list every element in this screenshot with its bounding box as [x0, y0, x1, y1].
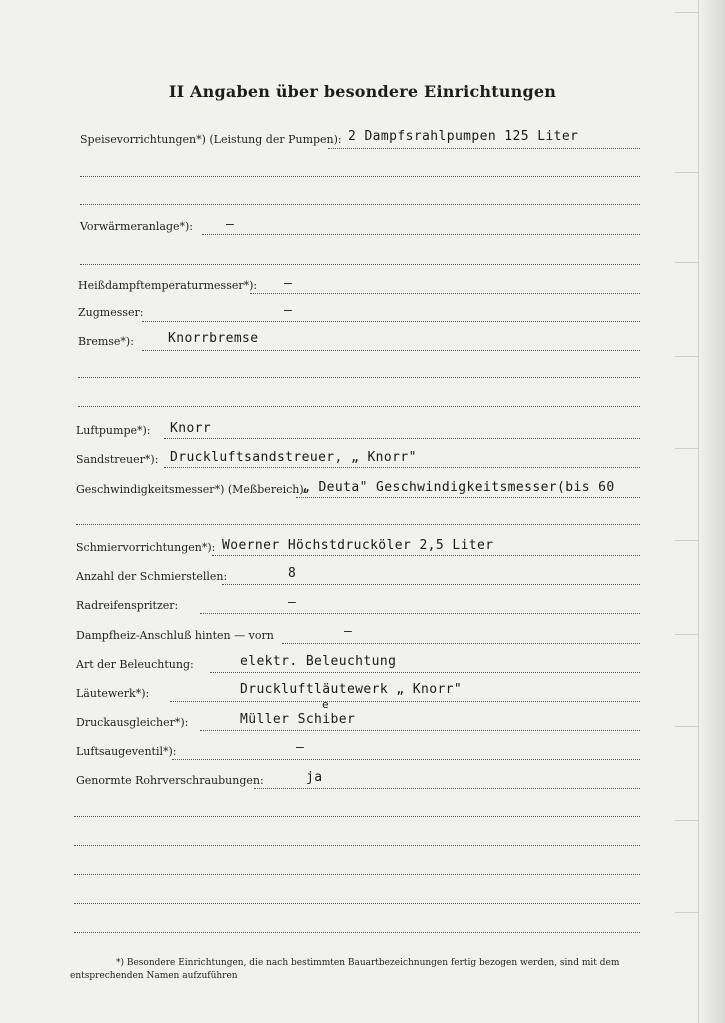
- luftpumpe-value: Knorr: [170, 421, 212, 436]
- luftsaugeventil-label: Luftsaugeventil*):: [76, 745, 177, 758]
- dotted-line: [142, 350, 640, 351]
- correction-mark: e: [322, 698, 330, 711]
- bremse-label: Bremse*):: [78, 335, 134, 348]
- sandstreuer-value: Druckluftsandstreuer, „ Knorr": [170, 450, 417, 465]
- edge-mark: [675, 172, 699, 173]
- anzahl-value: 8: [288, 566, 297, 581]
- bremse-value: Knorrbremse: [168, 331, 259, 346]
- dotted-line: [80, 176, 640, 177]
- geschwindigkeit-value: „ Deuta" Geschwindigkeitsmesser(bis 60: [302, 480, 615, 495]
- dotted-line: [80, 264, 640, 265]
- heissdampf-label: Heißdampftemperaturmesser*):: [78, 279, 258, 292]
- dotted-line: [74, 874, 640, 875]
- rohr-label: Genormte Rohrverschraubungen:: [76, 774, 264, 787]
- druckausgleicher-value: Müller Schiber: [240, 712, 356, 727]
- dotted-line: [210, 672, 640, 673]
- dampfheiz-label: Dampfheiz-Anschluß hinten — vorn: [76, 629, 274, 642]
- dotted-line: [222, 584, 640, 585]
- footnote-line-1: *) Besondere Einrichtungen, die nach bestimmten Bauartbezeichnungen fertig bezogen werden, sind mit dem: [116, 958, 620, 968]
- schmier-value: Woerner Höchstdrucköler 2,5 Liter: [222, 538, 494, 553]
- edge-mark: [675, 820, 699, 821]
- dampfheiz-value: –: [344, 624, 353, 639]
- page-title: II Angaben über besondere Einrichtungen: [168, 82, 557, 101]
- edge-mark: [675, 448, 699, 449]
- dotted-line: [170, 701, 640, 702]
- zugmesser-value: –: [284, 303, 293, 318]
- dotted-line: [250, 293, 640, 294]
- dotted-line: [76, 524, 640, 525]
- edge-mark: [675, 262, 699, 263]
- edge-mark: [675, 356, 699, 357]
- druckausgleicher-label: Druckausgleicher*):: [76, 716, 189, 729]
- sandstreuer-label: Sandstreuer*):: [76, 453, 159, 466]
- laeutewerk-value: Druckluftläutewerk „ Knorr": [240, 682, 463, 697]
- dotted-line: [74, 932, 640, 933]
- dotted-line: [142, 321, 640, 322]
- heissdampf-value: –: [284, 276, 293, 291]
- radreifen-label: Radreifenspritzer:: [76, 599, 179, 612]
- dotted-line: [172, 759, 640, 760]
- dotted-line: [202, 234, 640, 235]
- vorwaermer-value: –: [226, 217, 235, 232]
- dotted-line: [200, 730, 640, 731]
- dotted-line: [78, 406, 640, 407]
- zugmesser-label: Zugmesser:: [78, 306, 144, 319]
- dotted-line: [328, 148, 640, 149]
- rohr-value: ja: [306, 770, 323, 785]
- geschwindigkeit-label: Geschwindigkeitsmesser*) (Meßbereich):: [76, 483, 308, 496]
- laeutewerk-label: Läutewerk*):: [76, 687, 150, 700]
- dotted-line: [80, 204, 640, 205]
- page-edge: [698, 0, 725, 1023]
- dotted-line: [200, 613, 640, 614]
- dotted-line: [296, 497, 640, 498]
- dotted-line: [74, 845, 640, 846]
- footnote-line-2: entsprechenden Namen aufzuführen: [70, 971, 238, 981]
- edge-mark: [675, 12, 699, 13]
- vorwaermer-label: Vorwärmeranlage*):: [80, 220, 194, 233]
- edge-mark: [675, 912, 699, 913]
- radreifen-value: –: [288, 595, 297, 610]
- speise-label: Speisevorrichtungen*) (Leistung der Pumpen):: [80, 133, 342, 146]
- beleuchtung-value: elektr. Beleuchtung: [240, 654, 397, 669]
- dotted-line: [78, 377, 640, 378]
- dotted-line: [282, 643, 640, 644]
- beleuchtung-label: Art der Beleuchtung:: [76, 658, 194, 671]
- edge-mark: [675, 726, 699, 727]
- luftsaugeventil-value: –: [296, 740, 305, 755]
- dotted-line: [74, 816, 640, 817]
- footnote: [70, 957, 640, 983]
- luftpumpe-label: Luftpumpe*):: [76, 424, 151, 437]
- schmier-label: Schmiervorrichtungen*):: [76, 541, 216, 554]
- anzahl-label: Anzahl der Schmierstellen:: [76, 570, 228, 583]
- dotted-line: [212, 555, 640, 556]
- dotted-line: [164, 438, 640, 439]
- dotted-line: [254, 788, 640, 789]
- dotted-line: [164, 467, 640, 468]
- dotted-line: [74, 903, 640, 904]
- edge-mark: [675, 540, 699, 541]
- edge-mark: [675, 634, 699, 635]
- speise-value: 2 Dampfsrahlpumpen 125 Liter: [348, 129, 579, 144]
